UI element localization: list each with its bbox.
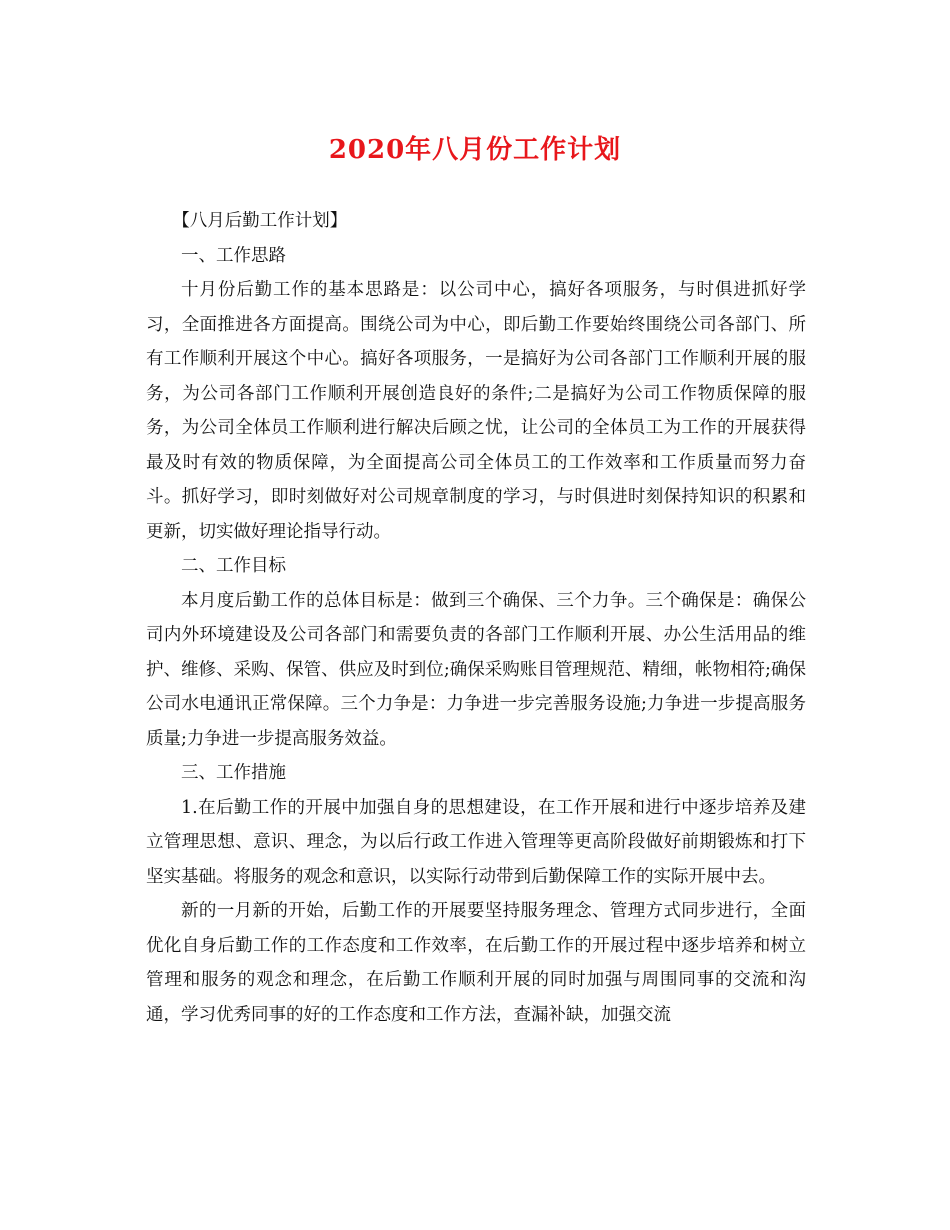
section-heading-work-measures: 三、工作措施 <box>181 763 286 783</box>
document-title: 2020年八月份工作计划 <box>328 135 622 165</box>
section-heading-work-approach: 一、工作思路 <box>181 245 286 266</box>
paragraph-work-approach: 十月份后勤工作的基本思路是：以公司中心，搞好各项服务，与时俱进抓好学习，全面推进各方面提高。围绕公司为中心，即后勤工作要始终围绕公司各部门、所有工作顺利开展这个中心。搞好各项服务，一是搞好为公司各部门工作顺利开展的服务，为公司各部门工作顺利开展创造良好的条件;二是搞好为公司工作物质保障的服务，为公司全体员工作顺利进行解决后顾之忧，让公司的全体员工为工作的开展获得最及时有效的物质保障，为全面提高公司全体员工的工作效率和工作质量而努力奋斗。抓好学习，即时刻做好对公司规章制度的学习，与时俱进时刻保持知识的积累和更新，切实做好理论指导行动。 <box>146 280 806 542</box>
paragraph-work-goals: 本月度后勤工作的总体目标是：做到三个确保、三个力争。三个确保是：确保公司内外环境建设及公司各部门和需要负责的各部门工作顺利开展、办公生活用品的维护、维修、采购、保管、供应及时到位;确保采购账目管理规范、精细，帐物相符;确保公司水电通讯正常保障。三个力争是：力争进一步完善服务设施;力争进一步提高服务质量;力争进一步提高服务效益。 <box>146 590 806 749</box>
section-heading-august-logistics-plan: 【八月后勤工作计划】 <box>172 211 348 231</box>
paragraph-measure-1: 1.在后勤工作的开展中加强自身的思想建设，在工作开展和进行中逐步培养及建立管理思想、意识、理念，为以后行政工作进入管理等更高阶段做好前期锻炼和打下坚实基础。将服务的观念和意识，以实际行动带到后勤保障工作的实际开展中去。 <box>146 797 806 887</box>
document-body <box>146 204 806 1032</box>
paragraph-new-month: 新的一月新的开始，后勤工作的开展要坚持服务理念、管理方式同步进行，全面优化自身后勤工作的工作态度和工作效率，在后勤工作的开展过程中逐步培养和树立管理和服务的观念和理念，在后勤工作顺利开展的同时加强与周围同事的交流和沟通，学习优秀同事的好的工作态度和工作方法，查漏补缺，加强交流 <box>146 901 806 1025</box>
section-heading-work-goals: 二、工作目标 <box>181 556 286 576</box>
